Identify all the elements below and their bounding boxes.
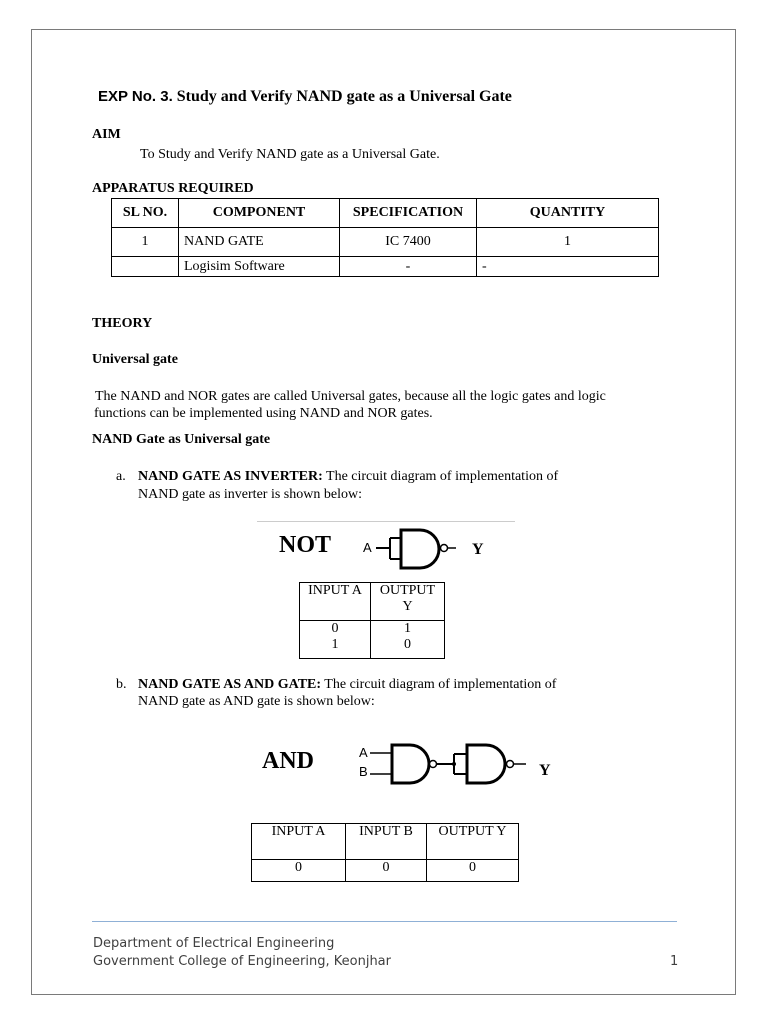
output-value: 0 [404, 637, 411, 652]
experiment-title-text: Study and Verify NAND gate as a Universal Gate [176, 88, 512, 105]
apparatus-table [111, 198, 659, 277]
section-b-marker: b. [116, 677, 127, 692]
footer-divider [92, 921, 677, 922]
table-cell: 0 [346, 860, 427, 882]
table-row [112, 257, 659, 277]
nand-inverter-symbol [372, 526, 472, 570]
not-gate-label: NOT [279, 532, 332, 558]
column-header: QUANTITY [477, 199, 659, 228]
not-input-label: A [363, 540, 372, 555]
table-row [300, 621, 445, 659]
and-truth-table [251, 823, 519, 882]
not-output-label: Y [472, 541, 484, 558]
table-cell: 1 [477, 228, 659, 257]
table-cell [371, 621, 445, 659]
table-cell: IC 7400 [340, 228, 477, 257]
section-a-marker: a. [116, 469, 126, 484]
input-value: 1 [331, 637, 339, 652]
table-cell [300, 621, 371, 659]
table-header-row [300, 583, 445, 621]
apparatus-heading: APPARATUS REQUIRED [92, 181, 254, 196]
and-input-b-label: B [359, 764, 368, 779]
aim-text: To Study and Verify NAND gate as a Universal Gate. [140, 147, 440, 162]
inverter-truth-table [299, 582, 445, 659]
table-header-row [252, 824, 519, 860]
section-b-title: NAND GATE AS AND GATE: [138, 677, 322, 692]
universal-gate-heading: Universal gate [92, 352, 178, 367]
table-cell: 0 [252, 860, 346, 882]
footer-department: Department of Electrical Engineering [93, 936, 335, 951]
output-header-sub: Y [402, 599, 413, 614]
table-cell: 1 [112, 228, 179, 257]
input-value: 0 [331, 621, 339, 636]
and-output-label: Y [539, 762, 551, 779]
nand-and-circuit-symbol [370, 740, 540, 788]
table-cell: - [477, 257, 659, 277]
and-input-a-label: A [359, 745, 368, 760]
aim-heading: AIM [92, 127, 121, 142]
theory-paragraph-line-2: functions can be implemented using NAND and NOR gates. [94, 406, 433, 421]
column-header: SPECIFICATION [340, 199, 477, 228]
footer-college: Government College of Engineering, Keonjhar [93, 954, 391, 969]
table-cell [112, 257, 179, 277]
theory-heading: THEORY [92, 316, 153, 331]
theory-paragraph-line-1: The NAND and NOR gates are called Universal gates, because all the logic gates and logic [95, 389, 606, 404]
page-number: 1 [670, 954, 679, 969]
section-b-line-2: NAND gate as AND gate is shown below: [138, 694, 375, 709]
output-value: 1 [404, 621, 411, 636]
column-header: SL NO. [112, 199, 179, 228]
column-header [371, 583, 445, 621]
table-cell: - [340, 257, 477, 277]
table-row [112, 228, 659, 257]
section-b-line-1-text: The circuit diagram of implementation of [321, 677, 557, 692]
section-a-line-1 [138, 468, 558, 485]
column-header: INPUT A [252, 824, 346, 860]
experiment-title [98, 88, 512, 106]
column-header: OUTPUT Y [427, 824, 519, 860]
section-a-line-1-text: The circuit diagram of implementation of [322, 469, 559, 484]
section-b-line-1 [138, 676, 556, 693]
column-header: INPUT A [300, 583, 371, 621]
table-row [252, 860, 519, 882]
output-header-text: OUTPUT [379, 583, 436, 598]
figure-top-rule [257, 521, 515, 522]
experiment-number: EXP No. 3. [98, 88, 173, 105]
nand-universal-heading: NAND Gate as Universal gate [92, 432, 271, 447]
section-a-line-2: NAND gate as inverter is shown below: [138, 487, 362, 502]
and-gate-label: AND [262, 748, 314, 774]
table-cell: Logisim Software [179, 257, 340, 277]
section-a-title: NAND GATE AS INVERTER: [138, 469, 323, 484]
column-header: INPUT B [346, 824, 427, 860]
column-header: COMPONENT [179, 199, 340, 228]
table-header-row [112, 199, 659, 228]
table-cell: 0 [427, 860, 519, 882]
table-cell: NAND GATE [179, 228, 340, 257]
